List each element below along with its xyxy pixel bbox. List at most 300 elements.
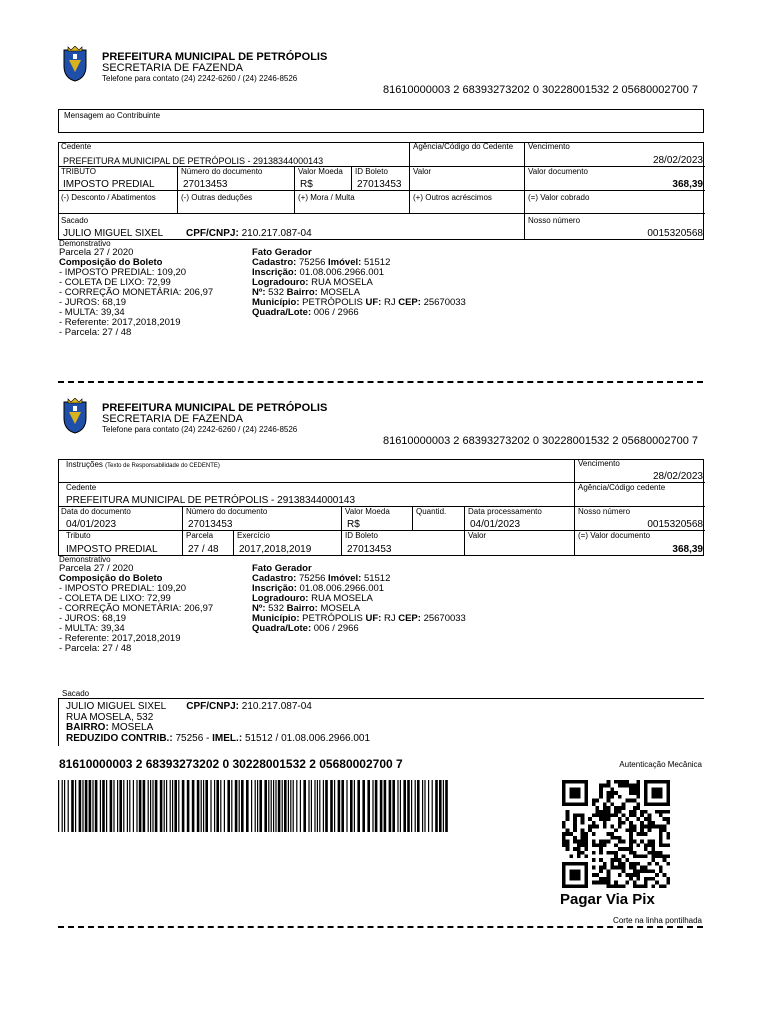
sacado-name: JULIO MIGUEL SIXEL bbox=[63, 228, 164, 239]
qr-module bbox=[573, 877, 577, 881]
qr-module bbox=[610, 791, 614, 795]
ficha-valor-doc-cell bbox=[574, 530, 705, 556]
qr-module bbox=[607, 881, 611, 885]
ficha-numdoc-value: 27013453 bbox=[188, 519, 233, 530]
qr-module bbox=[659, 795, 663, 799]
corte-label: Corte na linha pontilhada bbox=[613, 916, 702, 925]
qr-module bbox=[663, 825, 667, 829]
qr-module bbox=[607, 817, 611, 821]
barcode-bar bbox=[296, 780, 297, 832]
qr-module bbox=[562, 825, 566, 829]
data-doc-value: 04/01/2023 bbox=[66, 519, 117, 530]
ficha-valor-moeda-label: Valor Moeda bbox=[345, 507, 390, 516]
qr-module bbox=[636, 869, 640, 873]
qr-module bbox=[648, 814, 652, 818]
qr-module bbox=[603, 784, 607, 788]
qr-module bbox=[618, 780, 622, 784]
qr-module bbox=[596, 799, 600, 803]
barcode-bar bbox=[139, 780, 142, 832]
qr-module bbox=[577, 843, 581, 847]
qr-module bbox=[651, 854, 655, 858]
qr-module bbox=[584, 780, 588, 784]
qr-module bbox=[603, 817, 607, 821]
qr-module bbox=[614, 843, 618, 847]
qr-module bbox=[562, 780, 566, 784]
desconto-cell bbox=[58, 190, 178, 214]
barcode-bar bbox=[82, 780, 83, 832]
vencimento-cell bbox=[524, 142, 705, 167]
ficha-valor-label: Valor bbox=[468, 531, 487, 540]
qr-module bbox=[659, 843, 663, 847]
qr-module bbox=[588, 828, 592, 832]
barcode-bar bbox=[241, 780, 244, 832]
valor-label: Valor bbox=[413, 167, 432, 176]
cut-line-top bbox=[58, 381, 703, 383]
tributo-label: TRIBUTO bbox=[61, 167, 96, 176]
qr-module bbox=[666, 821, 670, 825]
qr-module bbox=[655, 780, 659, 784]
qr-module bbox=[584, 784, 588, 788]
qr-module bbox=[644, 795, 648, 799]
qr-module bbox=[666, 810, 670, 814]
barcode-bar bbox=[362, 780, 365, 832]
barcode-bar bbox=[311, 780, 312, 832]
quadra-value: 006 / 2966 bbox=[313, 307, 359, 318]
ficha-valor-doc-value: 368,39 bbox=[672, 544, 703, 555]
barcode-bar bbox=[290, 780, 291, 832]
qr-module bbox=[633, 884, 637, 888]
qr-module bbox=[663, 854, 667, 858]
barcode-bar bbox=[216, 780, 219, 832]
qr-module bbox=[633, 840, 637, 844]
qr-module bbox=[592, 840, 596, 844]
barcode-bar bbox=[123, 780, 124, 832]
qr-module bbox=[644, 787, 648, 791]
barcode-bar bbox=[300, 780, 301, 832]
agencia-label: Agência/Código do Cedente bbox=[413, 142, 514, 151]
qr-module bbox=[610, 866, 614, 870]
uf-label: UF: bbox=[365, 297, 382, 308]
qr-module bbox=[666, 836, 670, 840]
qr-module bbox=[569, 802, 573, 806]
composicao-item: - IMPOSTO PREDIAL: 109,20 bbox=[59, 583, 187, 594]
barcode-bar bbox=[205, 780, 208, 832]
qr-module bbox=[562, 866, 566, 870]
qr-module bbox=[655, 825, 659, 829]
qr-module bbox=[573, 869, 577, 873]
qr-module bbox=[644, 780, 648, 784]
ficha-valor-doc-label: (=) Valor documento bbox=[578, 531, 651, 540]
municipio-label: Município: bbox=[252, 613, 300, 624]
qr-module bbox=[584, 866, 588, 870]
data-proc-value: 04/01/2023 bbox=[470, 519, 521, 530]
qr-module bbox=[622, 840, 626, 844]
qr-module bbox=[655, 787, 659, 791]
cpf-label: CPF/CNPJ: bbox=[186, 228, 239, 239]
qr-module bbox=[633, 828, 637, 832]
mensagem-box bbox=[58, 109, 704, 133]
qr-module bbox=[584, 843, 588, 847]
qr-module bbox=[596, 806, 600, 810]
qr-module bbox=[644, 802, 648, 806]
qr-module bbox=[640, 884, 644, 888]
composicao-item: - Parcela: 27 / 48 bbox=[59, 643, 132, 654]
qr-module bbox=[663, 802, 667, 806]
qr-module bbox=[622, 821, 626, 825]
qr-module bbox=[569, 854, 573, 858]
qr-module bbox=[614, 791, 618, 795]
outros-acrescimos-label: (+) Outros acréscimos bbox=[413, 193, 492, 202]
qr-module bbox=[622, 847, 626, 851]
qr-module bbox=[573, 791, 577, 795]
qr-module bbox=[622, 780, 626, 784]
qr-module bbox=[581, 832, 585, 836]
qr-module bbox=[640, 821, 644, 825]
qr-module bbox=[648, 828, 652, 832]
barcode-bar bbox=[214, 780, 215, 832]
barcode-bar bbox=[372, 780, 373, 832]
valor-moeda-cell bbox=[294, 166, 352, 191]
qr-module bbox=[625, 858, 629, 862]
qr-module bbox=[614, 806, 618, 810]
instrucoes-title: Instruções bbox=[66, 460, 103, 469]
qr-module bbox=[633, 806, 637, 810]
barcode-bar bbox=[136, 780, 137, 832]
qr-module bbox=[581, 884, 585, 888]
qr-module bbox=[610, 795, 614, 799]
barcode-bar bbox=[354, 780, 355, 832]
qr-module bbox=[636, 854, 640, 858]
qr-module bbox=[633, 851, 637, 855]
qr-module bbox=[640, 854, 644, 858]
sacado-cell bbox=[58, 213, 525, 240]
qr-module bbox=[607, 814, 611, 818]
barcode-bar bbox=[284, 780, 287, 832]
qr-module bbox=[666, 877, 670, 881]
barcode-bar bbox=[293, 780, 294, 832]
qr-module bbox=[607, 799, 611, 803]
ficha-vencimento-value: 28/02/2023 bbox=[652, 471, 703, 482]
barcode-bar bbox=[155, 780, 158, 832]
qr-module bbox=[569, 869, 573, 873]
qr-module bbox=[644, 847, 648, 851]
qr-module bbox=[607, 877, 611, 881]
qr-module bbox=[581, 840, 585, 844]
qr-module bbox=[659, 866, 663, 870]
barcode-bar bbox=[100, 780, 101, 832]
qr-module bbox=[663, 817, 667, 821]
imovel-label: Imóvel: bbox=[328, 257, 362, 268]
logradouro-value: RUA MOSELA bbox=[311, 277, 373, 288]
numdoc-label: Número do documento bbox=[181, 167, 263, 176]
qr-module bbox=[599, 847, 603, 851]
barcode-bar bbox=[445, 780, 448, 832]
barcode-bar bbox=[384, 780, 387, 832]
barcode-bar bbox=[400, 780, 401, 832]
ficha-id-boleto-value: 27013453 bbox=[347, 544, 392, 555]
qr-module bbox=[618, 806, 622, 810]
qr-module bbox=[573, 817, 577, 821]
barcode-bar bbox=[350, 780, 353, 832]
barcode-bar bbox=[346, 780, 347, 832]
cedente-label: Cedente bbox=[61, 142, 92, 151]
barcode-bar bbox=[89, 780, 92, 832]
qr-module bbox=[633, 881, 637, 885]
qr-module bbox=[566, 884, 570, 888]
qr-module bbox=[566, 832, 570, 836]
qr-module bbox=[659, 802, 663, 806]
qr-module bbox=[633, 873, 637, 877]
valor-moeda-label: Valor Moeda bbox=[298, 167, 343, 176]
composicao-item: - COLETA DE LIXO: 72,99 bbox=[59, 277, 171, 288]
composicao-item: - Parcela: 27 / 48 bbox=[59, 327, 132, 338]
qr-module bbox=[648, 877, 652, 881]
qr-module bbox=[644, 884, 648, 888]
qr-module bbox=[666, 881, 670, 885]
barcode-bar bbox=[334, 780, 335, 832]
qr-module bbox=[566, 847, 570, 851]
qr-module bbox=[577, 814, 581, 818]
pix-qr-code[interactable] bbox=[562, 780, 670, 888]
qr-module bbox=[573, 840, 577, 844]
qr-module bbox=[562, 881, 566, 885]
ficha-vencimento-cell bbox=[574, 459, 705, 483]
qr-module bbox=[614, 884, 618, 888]
qr-module bbox=[648, 821, 652, 825]
ficha-tributo-label: Tributo bbox=[66, 531, 91, 540]
qr-module bbox=[659, 810, 663, 814]
qr-module bbox=[659, 836, 663, 840]
parcela-text: Parcela 27 / 2020 bbox=[59, 247, 134, 258]
qr-module bbox=[644, 866, 648, 870]
qr-module bbox=[636, 862, 640, 866]
demonstrativo-left bbox=[59, 248, 213, 338]
qr-module bbox=[618, 858, 622, 862]
qr-module bbox=[603, 806, 607, 810]
qr-module bbox=[655, 802, 659, 806]
qr-module bbox=[577, 840, 581, 844]
ficha-agencia-cell bbox=[574, 482, 705, 507]
qr-module bbox=[644, 825, 648, 829]
barcode-bar bbox=[117, 780, 118, 832]
qr-module bbox=[648, 862, 652, 866]
id-boleto-value: 27013453 bbox=[357, 179, 402, 190]
qr-module bbox=[629, 814, 633, 818]
qr-module bbox=[659, 854, 663, 858]
qr-module bbox=[651, 877, 655, 881]
qr-module bbox=[581, 814, 585, 818]
qr-module bbox=[629, 836, 633, 840]
qr-module bbox=[566, 814, 570, 818]
qr-module bbox=[607, 851, 611, 855]
qr-module bbox=[648, 840, 652, 844]
qr-module bbox=[569, 832, 573, 836]
qr-module bbox=[577, 847, 581, 851]
barcode-bar bbox=[317, 780, 318, 832]
barcode-bar bbox=[308, 780, 309, 832]
qr-module bbox=[651, 825, 655, 829]
numdoc-cell bbox=[177, 166, 295, 191]
barcode-bar bbox=[220, 780, 221, 832]
qr-module bbox=[625, 817, 629, 821]
qr-module bbox=[607, 832, 611, 836]
autenticacao-mecanica: Autenticação Mecânica bbox=[619, 760, 702, 769]
qr-module bbox=[569, 791, 573, 795]
composicao-item: - Referente: 2017,2018,2019 bbox=[59, 317, 181, 328]
inscricao-value: 01.08.006.2966.001 bbox=[299, 583, 385, 594]
qr-module bbox=[636, 791, 640, 795]
barcode-bar bbox=[325, 780, 328, 832]
qr-module bbox=[651, 884, 655, 888]
fato-title: Fato Gerador bbox=[252, 563, 312, 574]
barcode-bar bbox=[273, 780, 274, 832]
barcode-bar bbox=[435, 780, 438, 832]
barcode-bar bbox=[174, 780, 177, 832]
qr-module bbox=[569, 884, 573, 888]
qr-module bbox=[584, 840, 588, 844]
data-proc-cell bbox=[464, 506, 575, 531]
composicao-item: - JUROS: 68,19 bbox=[59, 613, 127, 624]
barcode-bar bbox=[415, 780, 416, 832]
valor-cell bbox=[409, 166, 525, 191]
qr-module bbox=[625, 881, 629, 885]
ficha-valor-moeda-cell bbox=[341, 506, 413, 531]
qr-module bbox=[610, 814, 614, 818]
exercicio-cell bbox=[233, 530, 342, 556]
qr-module bbox=[618, 866, 622, 870]
vencimento-value: 28/02/2023 bbox=[652, 155, 703, 166]
ficha-nosso-numero-cell bbox=[574, 506, 705, 531]
qr-module bbox=[584, 884, 588, 888]
cep-value: 25670033 bbox=[423, 613, 466, 624]
qr-module bbox=[562, 802, 566, 806]
barcode-bar bbox=[323, 780, 324, 832]
qr-module bbox=[577, 869, 581, 873]
barcode-bar bbox=[424, 780, 425, 832]
qr-module bbox=[603, 814, 607, 818]
qr-module bbox=[581, 862, 585, 866]
qr-module bbox=[610, 802, 614, 806]
qr-module bbox=[573, 862, 577, 866]
qr-module bbox=[663, 843, 667, 847]
quantid-cell bbox=[412, 506, 465, 531]
ficha-id-boleto-label: ID Boleto bbox=[345, 531, 378, 540]
parcela-label: Parcela bbox=[186, 531, 214, 540]
qr-module bbox=[629, 851, 633, 855]
barcode-bar bbox=[178, 780, 179, 832]
qr-module bbox=[622, 869, 626, 873]
qr-module bbox=[625, 799, 629, 803]
qr-module bbox=[610, 836, 614, 840]
qr-module bbox=[599, 795, 603, 799]
cadastro-label: Cadastro: bbox=[252, 573, 297, 584]
qr-module bbox=[581, 843, 585, 847]
qr-module bbox=[618, 840, 622, 844]
composicao-title: Composição do Boleto bbox=[59, 257, 163, 268]
qr-module bbox=[625, 828, 629, 832]
qr-module bbox=[640, 814, 644, 818]
qr-module bbox=[651, 787, 655, 791]
qr-module bbox=[659, 869, 663, 873]
qr-module bbox=[562, 873, 566, 877]
sacado-box bbox=[58, 698, 704, 746]
qr-module bbox=[663, 858, 667, 862]
qr-module bbox=[584, 877, 588, 881]
qr-module bbox=[629, 821, 633, 825]
tributo-cell bbox=[58, 166, 178, 191]
qr-module bbox=[607, 806, 611, 810]
sacado-cpf bbox=[186, 228, 312, 239]
qr-module bbox=[596, 814, 600, 818]
qr-module bbox=[562, 821, 566, 825]
qr-module bbox=[562, 787, 566, 791]
qr-module bbox=[588, 825, 592, 829]
qr-module bbox=[584, 795, 588, 799]
qr-module bbox=[614, 780, 618, 784]
qr-module bbox=[640, 810, 644, 814]
qr-module bbox=[651, 840, 655, 844]
exercicio-label: Exercício bbox=[237, 531, 270, 540]
sacado-label: Sacado bbox=[61, 216, 89, 225]
ficha-nosso-numero-label: Nosso número bbox=[578, 507, 631, 516]
qr-module bbox=[629, 877, 633, 881]
valor-doc-value: 368,39 bbox=[672, 179, 703, 190]
qr-module bbox=[607, 795, 611, 799]
qr-module bbox=[651, 858, 655, 862]
qr-module bbox=[666, 843, 670, 847]
ficha-vencimento-label: Vencimento bbox=[578, 459, 620, 468]
qr-module bbox=[636, 795, 640, 799]
linha-digitavel-mid: 81610000003 2 68393273202 0 30228001532 2 05680002700 7 bbox=[382, 435, 698, 447]
qr-module bbox=[618, 825, 622, 829]
qr-module bbox=[599, 814, 603, 818]
qr-module bbox=[648, 817, 652, 821]
qr-module bbox=[629, 866, 633, 870]
data-proc-label: Data processamento bbox=[468, 507, 542, 516]
qr-module bbox=[592, 832, 596, 836]
qr-module bbox=[562, 836, 566, 840]
qr-module bbox=[666, 854, 670, 858]
demonstrativo-left bbox=[59, 564, 213, 654]
id-boleto-cell bbox=[351, 166, 410, 191]
qr-module bbox=[659, 832, 663, 836]
barcode-bar bbox=[380, 780, 383, 832]
qr-module bbox=[636, 806, 640, 810]
qr-module bbox=[666, 832, 670, 836]
org-telefone: Telefone para contato (24) 2242-6260 / (24) 2246-8526 bbox=[102, 74, 298, 83]
sacado-bairro-label: BAIRRO: bbox=[66, 722, 109, 733]
qr-module bbox=[577, 854, 581, 858]
qr-module bbox=[577, 787, 581, 791]
qr-module bbox=[573, 873, 577, 877]
qr-module bbox=[622, 854, 626, 858]
qr-module bbox=[614, 881, 618, 885]
barcode-bar bbox=[192, 780, 195, 832]
qr-module bbox=[577, 873, 581, 877]
qr-module bbox=[629, 862, 633, 866]
barcode-bar bbox=[251, 780, 252, 832]
ficha-cedente-cell bbox=[58, 482, 575, 507]
id-boleto-label: ID Boleto bbox=[355, 167, 388, 176]
qr-module bbox=[618, 810, 622, 814]
municipio-value: PETRÓPOLIS bbox=[302, 613, 363, 624]
qr-module bbox=[603, 877, 607, 881]
qr-module bbox=[599, 810, 603, 814]
qr-module bbox=[599, 869, 603, 873]
composicao-item: - MULTA: 39,34 bbox=[59, 307, 125, 318]
qr-module bbox=[584, 881, 588, 885]
qr-module bbox=[599, 791, 603, 795]
